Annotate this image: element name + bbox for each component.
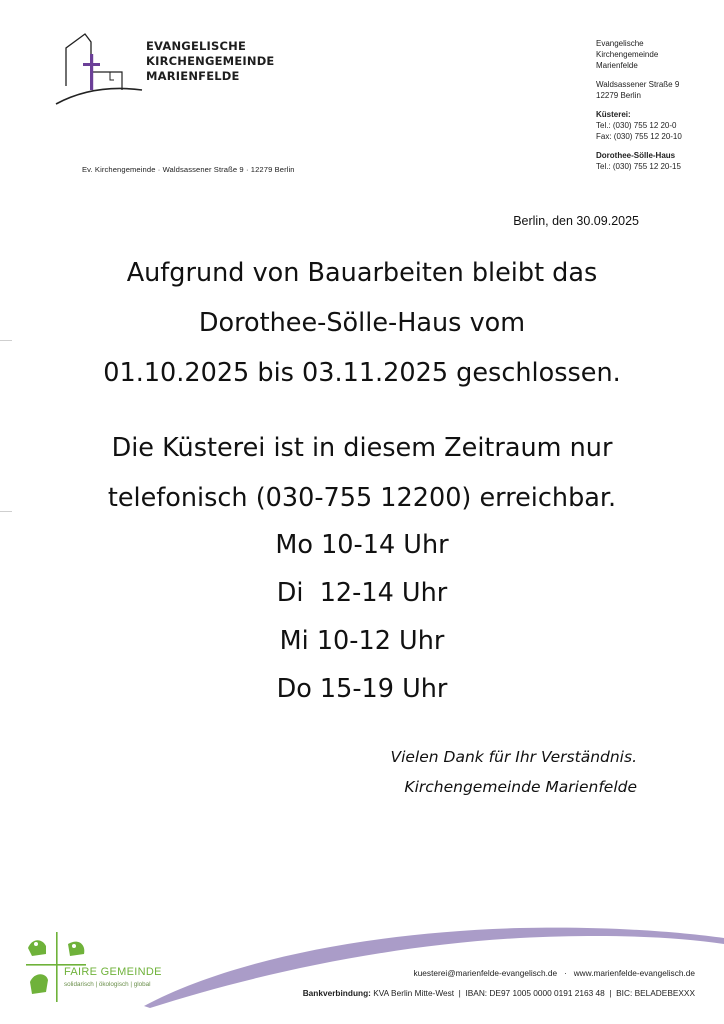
wordmark-line-3: MARIENFELDE bbox=[146, 69, 240, 83]
kuesterei-fax: Fax: (030) 755 12 20-10 bbox=[596, 132, 682, 141]
church-logo-icon bbox=[52, 30, 144, 108]
wordmark-line-1: EVANGELISCHE bbox=[146, 39, 247, 53]
wordmark-line-2: KIRCHENGEMEINDE bbox=[146, 54, 275, 68]
faire-gemeinde-title: FAIRE GEMEINDE bbox=[64, 966, 162, 978]
notice-line-2: Dorothee-Sölle-Haus vom bbox=[198, 308, 526, 338]
notice-line-1: Aufgrund von Bauarbeiten bleibt das bbox=[126, 258, 598, 288]
fold-mark-middle bbox=[0, 511, 12, 512]
sender-address-line: Ev. Kirchengemeinde · Waldsassener Straße 9 · 12279 Berlin bbox=[82, 165, 295, 174]
city-address: 12279 Berlin bbox=[596, 91, 641, 100]
hours-monday: Mo 10-14 Uhr bbox=[275, 530, 449, 560]
hours-tuesday: Di 12-14 Uhr bbox=[276, 578, 448, 608]
contact-block bbox=[596, 38, 721, 172]
kuesterei-phone: Tel.: (030) 755 12 20-0 bbox=[596, 121, 677, 130]
notice-line-5: telefonisch (030-755 12200) erreichbar. bbox=[107, 483, 617, 513]
bank-label: Bankverbindung: bbox=[302, 988, 371, 998]
notice-line-3: 01.10.2025 bis 03.11.2025 geschlossen. bbox=[103, 358, 621, 388]
street-address: Waldsassener Straße 9 bbox=[596, 80, 680, 89]
kuesterei-label: Küsterei: bbox=[596, 110, 631, 119]
notice-line-4: Die Küsterei ist in diesem Zeitraum nur bbox=[111, 433, 613, 463]
footer-bank-line bbox=[303, 988, 695, 998]
faire-gemeinde-tagline: solidarisch | ökologisch | global bbox=[64, 981, 151, 988]
dsh-phone: Tel.: (030) 755 12 20-15 bbox=[596, 162, 681, 171]
hours-thursday: Do 15-19 Uhr bbox=[276, 674, 448, 704]
footer-contact-line: kuesterei@marienfelde-evangelisch.de · www.marienfelde-evangelisch.de bbox=[413, 968, 695, 978]
closing-signature: Kirchengemeinde Marienfelde bbox=[404, 778, 637, 796]
org-name-line-1: Evangelische bbox=[596, 39, 644, 48]
date-line: Berlin, den 30.09.2025 bbox=[513, 214, 639, 228]
fold-mark-top bbox=[0, 340, 12, 341]
church-wordmark bbox=[146, 39, 275, 84]
org-name-line-3: Marienfelde bbox=[596, 61, 638, 70]
org-name-line-2: Kirchengemeinde bbox=[596, 50, 659, 59]
bank-details: KVA Berlin Mitte-West | IBAN: DE97 1005 0000 0191 2163 48 | BIC: BELADEBEXXX bbox=[370, 988, 695, 998]
hours-wednesday: Mi 10-12 Uhr bbox=[279, 626, 445, 656]
dsh-label: Dorothee-Sölle-Haus bbox=[596, 151, 676, 160]
closing-thanks: Vielen Dank für Ihr Verständnis. bbox=[390, 748, 637, 766]
